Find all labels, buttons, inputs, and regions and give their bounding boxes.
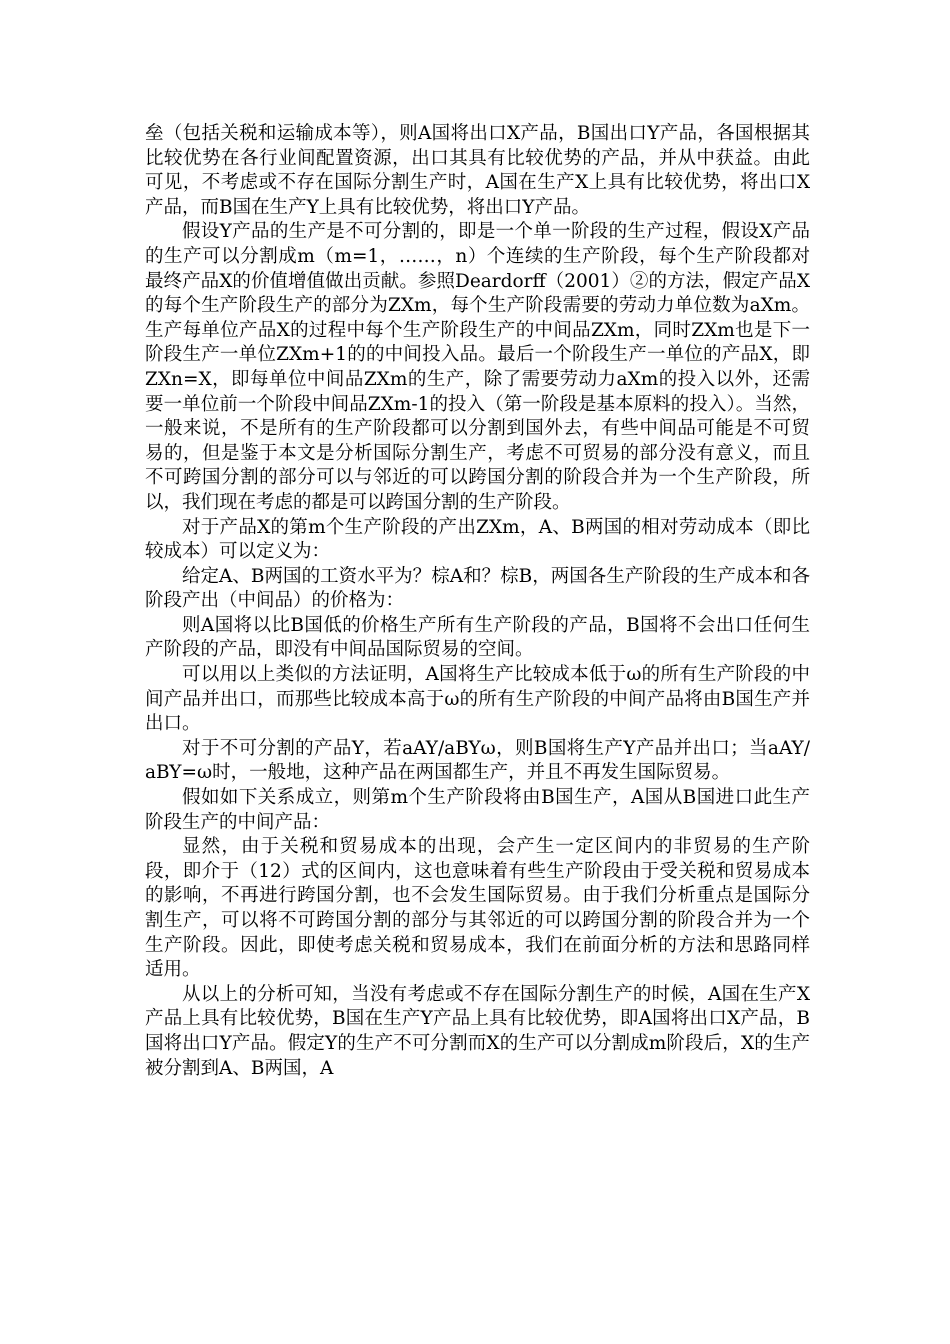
paragraph-6: 可以用以上类似的方法证明，A国将生产比较成本低于ω的所有生产阶段的中间产品并出口，而那些比较成本高于ω的所有生产阶段的中间产品将由B国生产并出口。 xyxy=(145,664,810,735)
paragraph-10: 从以上的分析可知，当没有考虑或不存在国际分割生产的时候，A国在生产X产品上具有比较优势，B国在生产Y产品上具有比较优势，即A国将出口X产品，B国将出口Y产品。假定Y的生产不可分割而X的生产可以分割成m阶段后，X的生产被分割到A、B两国，A xyxy=(145,983,810,1079)
paragraph-1: 垒（包括关税和运输成本等），则A国将出口X产品，B国出口Y产品，各国根据其比较优势在各行业间配置资源，出口其具有比较优势的产品，并从中获益。由此可见，不考虑或不存在国际分割生产时，A国在生产X上具有比较优势，将出口X产品，而B国在生产Y上具有比较优势，将出口Y产品。 xyxy=(145,123,810,218)
paragraph-8: 假如如下关系成立，则第m个生产阶段将由B国生产，A国从B国进口此生产阶段生产的中间产品： xyxy=(145,787,810,833)
paragraph-2: 假设Y产品的生产是不可分割的，即是一个单一阶段的生产过程，假设X产品的生产可以分割成m（m=1，……，n）个连续的生产阶段，每个生产阶段都对最终产品X的价值增值做出贡献。参照Deardorff（2001）②的方法，假定产品X的每个生产阶段生产的部分为ZXm，每个生产阶段需要的劳动力单位数为aXm。生产每单位产品X的过程中每个生产阶段生产的中间品ZXm，同时ZXm也是下一阶段生产一单位ZXm+1的的中间投入品。最后一个阶段生产一单位的产品X，即ZXn=X，即每单位中间品ZXm的生产，除了需要劳动力aXm的投入以外，还需要一单位前一个阶段中间品ZXm-1的投入（第一阶段是基本原料的投入）。当然，一般来说，不是所有的生产阶段都可以分割到国外去，有些中间品可能是不可贸易的，但是鉴于本文是分析国际分割生产，考虑不可贸易的部分没有意义，而且不可跨国分割的部分可以与邻近的可以跨国分割的阶段合并为一个生产阶段，所以，我们现在考虑的都是可以跨国分割的生产阶段。 xyxy=(145,221,810,513)
document-body xyxy=(145,122,810,1081)
paragraph-7: 对于不可分割的产品Y，若aAY/aBYω，则B国将生产Y产品并出口；当aAY/aBY=ω时，一般地，这种产品在两国都生产，并且不再发生国际贸易。 xyxy=(145,737,810,784)
paragraph-3: 对于产品X的第m个生产阶段的产出ZXm，A、B两国的相对劳动成本（即比较成本）可以定义为： xyxy=(145,516,810,563)
paragraph-9: 显然，由于关税和贸易成本的出现，会产生一定区间内的非贸易的生产阶段，即介于（12）式的区间内，这也意味着有些生产阶段由于受关税和贸易成本的影响，不再进行跨国分割，也不会发生国际贸易。由于我们分析重点是国际分割生产，可以将不可跨国分割的部分与其邻近的可以跨国分割的阶段合并为一个生产阶段。因此，即使考虑关税和贸易成本，我们在前面分析的方法和思路同样适用。 xyxy=(145,836,810,981)
paragraph-4: 给定A、B两国的工资水平为？棕A和？棕B，两国各生产阶段的生产成本和各阶段产出（中间品）的价格为： xyxy=(145,565,810,612)
paragraph-5: 则A国将以比B国低的价格生产所有生产阶段的产品，B国将不会出口任何生产阶段的产品，即没有中间品国际贸易的空间。 xyxy=(145,614,810,661)
